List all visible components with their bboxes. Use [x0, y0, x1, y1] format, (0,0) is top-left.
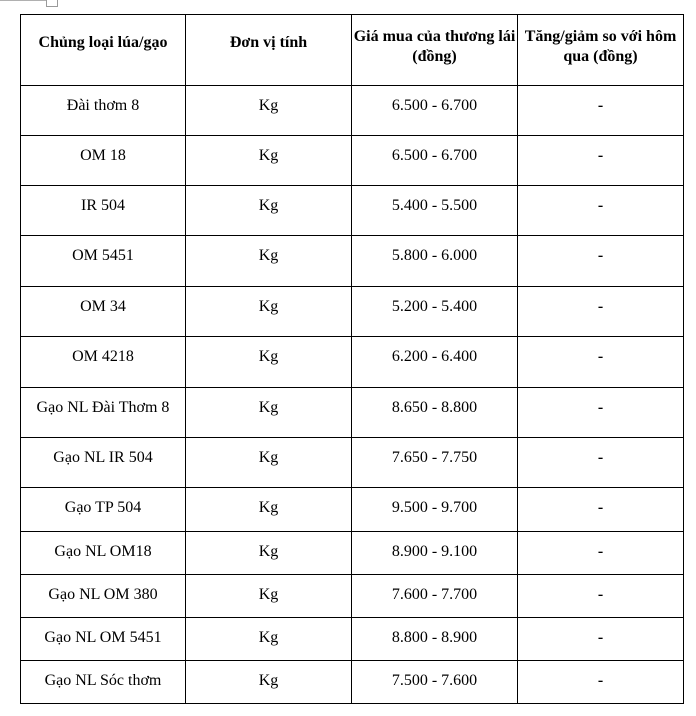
rice-price-table — [20, 14, 684, 704]
change-cell: - — [518, 661, 684, 704]
document-corner-line — [0, 0, 50, 1]
table-row — [21, 438, 684, 488]
change-cell: - — [518, 86, 684, 136]
rice-type-cell: OM 34 — [21, 287, 186, 337]
rice-type-cell: Gạo TP 504 — [21, 488, 186, 532]
unit-cell: Kg — [186, 661, 352, 704]
table-move-handle[interactable] — [46, 0, 58, 7]
table-header-row — [21, 15, 684, 86]
table-row — [21, 661, 684, 704]
table-row — [21, 488, 684, 532]
change-cell: - — [518, 388, 684, 438]
unit-cell: Kg — [186, 488, 352, 532]
unit-cell: Kg — [186, 532, 352, 575]
change-cell: - — [518, 438, 684, 488]
price-cell: 6.500 - 6.700 — [352, 86, 518, 136]
header-unit: Đơn vị tính — [186, 15, 352, 86]
price-cell: 7.500 - 7.600 — [352, 661, 518, 704]
table-row — [21, 86, 684, 136]
unit-cell: Kg — [186, 86, 352, 136]
table-row — [21, 136, 684, 186]
table-row — [21, 236, 684, 287]
unit-cell: Kg — [186, 186, 352, 236]
price-cell: 7.650 - 7.750 — [352, 438, 518, 488]
header-change: Tăng/giảm so với hôm qua (đồng) — [518, 15, 684, 86]
change-cell: - — [518, 337, 684, 388]
header-trader-price: Giá mua của thương lái (đồng) — [352, 15, 518, 86]
change-cell: - — [518, 618, 684, 661]
rice-type-cell: IR 504 — [21, 186, 186, 236]
header-rice-type: Chủng loại lúa/gạo — [21, 15, 186, 86]
rice-type-cell: Gạo NL OM18 — [21, 532, 186, 575]
unit-cell: Kg — [186, 136, 352, 186]
price-cell: 8.800 - 8.900 — [352, 618, 518, 661]
unit-cell: Kg — [186, 575, 352, 618]
rice-type-cell: Gạo NL Đài Thơm 8 — [21, 388, 186, 438]
change-cell: - — [518, 136, 684, 186]
rice-type-cell: OM 5451 — [21, 236, 186, 287]
change-cell: - — [518, 287, 684, 337]
rice-type-cell: OM 4218 — [21, 337, 186, 388]
table-row — [21, 618, 684, 661]
change-cell: - — [518, 532, 684, 575]
rice-type-cell: Gạo NL Sóc thơm — [21, 661, 186, 704]
table-row — [21, 287, 684, 337]
unit-cell: Kg — [186, 236, 352, 287]
price-cell: 7.600 - 7.700 — [352, 575, 518, 618]
change-cell: - — [518, 575, 684, 618]
price-cell: 5.200 - 5.400 — [352, 287, 518, 337]
change-cell: - — [518, 236, 684, 287]
change-cell: - — [518, 488, 684, 532]
rice-type-cell: Đài thơm 8 — [21, 86, 186, 136]
rice-type-cell: Gạo NL IR 504 — [21, 438, 186, 488]
table-row — [21, 186, 684, 236]
price-cell: 8.650 - 8.800 — [352, 388, 518, 438]
table-body — [21, 86, 684, 704]
unit-cell: Kg — [186, 337, 352, 388]
price-cell: 9.500 - 9.700 — [352, 488, 518, 532]
table-row — [21, 388, 684, 438]
unit-cell: Kg — [186, 287, 352, 337]
table-row — [21, 337, 684, 388]
price-cell: 6.500 - 6.700 — [352, 136, 518, 186]
price-cell: 6.200 - 6.400 — [352, 337, 518, 388]
price-cell: 5.800 - 6.000 — [352, 236, 518, 287]
rice-type-cell: Gạo NL OM 380 — [21, 575, 186, 618]
unit-cell: Kg — [186, 438, 352, 488]
price-cell: 5.400 - 5.500 — [352, 186, 518, 236]
rice-type-cell: Gạo NL OM 5451 — [21, 618, 186, 661]
table-row — [21, 532, 684, 575]
unit-cell: Kg — [186, 618, 352, 661]
change-cell: - — [518, 186, 684, 236]
price-cell: 8.900 - 9.100 — [352, 532, 518, 575]
rice-type-cell: OM 18 — [21, 136, 186, 186]
unit-cell: Kg — [186, 388, 352, 438]
table-row — [21, 575, 684, 618]
